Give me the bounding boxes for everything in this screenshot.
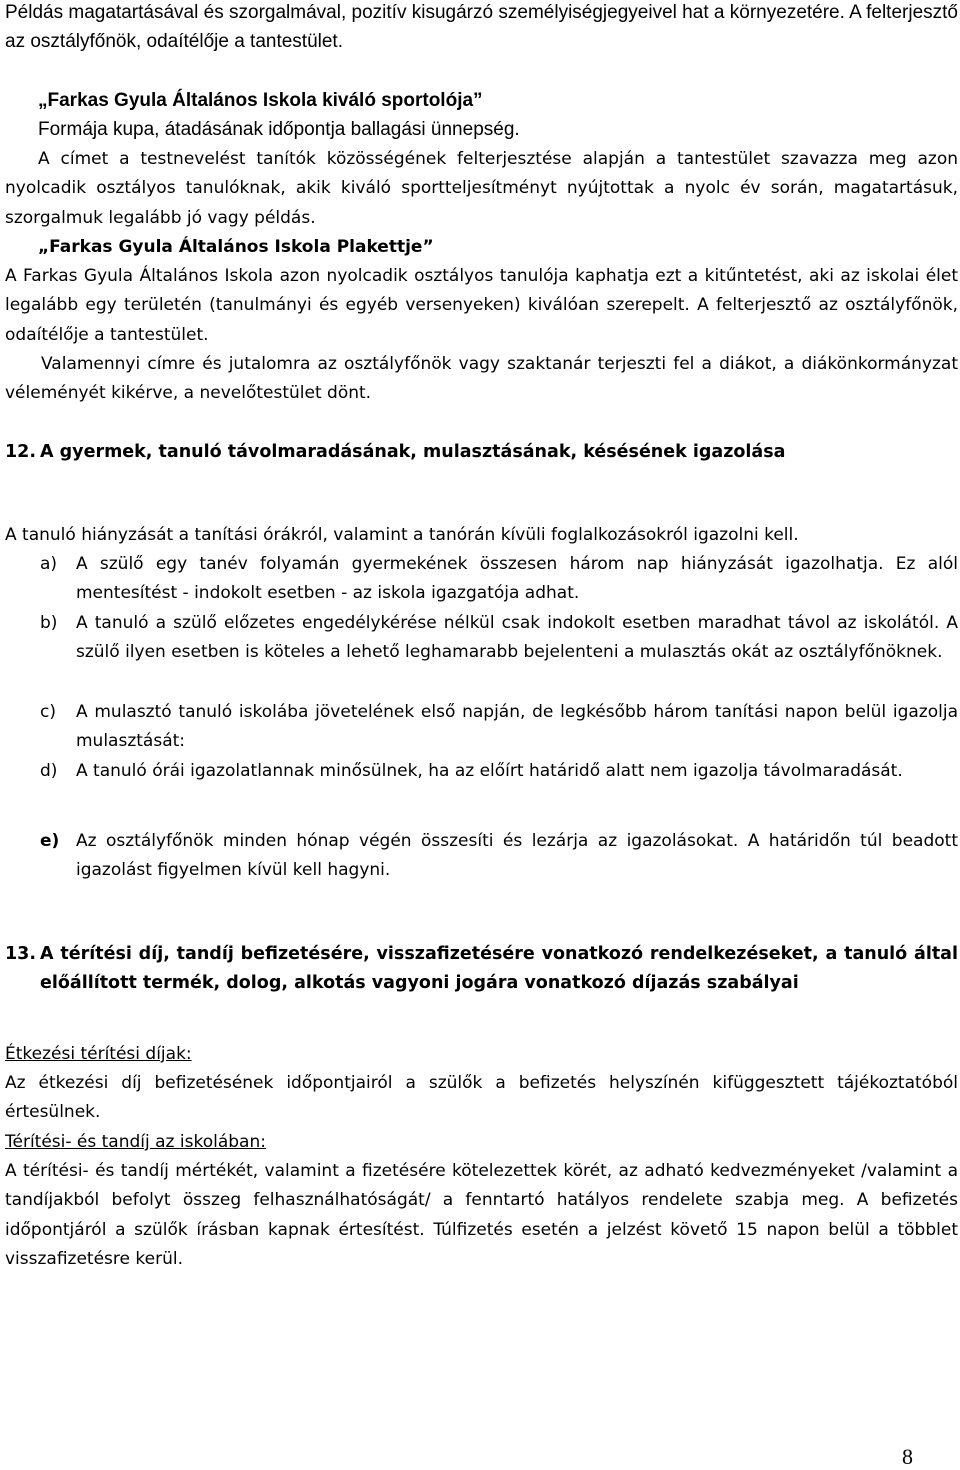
page-number: 8 (902, 1444, 913, 1469)
list-item-text: A mulasztó tanuló iskolába jövetelének első napján, de legkésőbb három tanítási napon belül igazolja mulasztását: (76, 702, 958, 752)
list-item-text: A tanuló a szülő előzetes engedélykérése nélkül csak indokolt esetben maradhat távol az iskolától. A szülő ilyen esetben is köteles a lehető leghamarabb bejelenteni a mulasztás okát az osztályfőnöknek. (76, 613, 958, 663)
meals-fees-body: Az étkezési díj befizetésének időpontjairól a szülők a befizetés helyszínén kifüggesztett tájékoztatóból értesülnek. (5, 1073, 958, 1123)
list-item-c (40, 698, 958, 757)
awards-note: Valamennyi címre és jutalomra az osztályfőnök vagy szaktanár terjeszti fel a diákot, a diákönkormányzat véleményét kikérve, a nevelőtestület dönt. (5, 354, 958, 404)
sport-award-body: A címet a testnevelést tanítók közösségének felterjesztése alapján a tantestület szavazza meg azon nyolcadik osztályos tanulóknak, akik kiváló sportteljesítményt nyújtottak a nyolc év során, magatartásuk, szorgalmuk legalább jó vagy példás. (5, 149, 958, 228)
list-item-b (40, 609, 958, 668)
sport-award-title: „Farkas Gyula Általános Iskola kiváló sportolója” (38, 90, 483, 111)
list-item-text: A szülő egy tanév folyamán gyermekének összesen három nap hiányzását igazolhatja. Ez alól mentesítést - indokolt esetben - az iskola igazgatója adhat. (76, 554, 958, 604)
list-item-d (40, 757, 958, 786)
sport-award-form: Formája kupa, átadásának időpontja ballagási ünnepség. (38, 119, 520, 140)
section-12-intro: A tanuló hiányzását a tanítási órákról, valamint a tanórán kívüli foglalkozásokról igazolni kell. (5, 525, 799, 545)
section-13-heading (5, 940, 958, 998)
plaque-award-title: „Farkas Gyula Általános Iskola Plakettje” (38, 237, 434, 257)
list-marker: e) (40, 831, 60, 851)
list-item-a (40, 550, 958, 609)
list-item-e (40, 827, 958, 886)
list-item-text: A tanuló órái igazolatlannak minősülnek, ha az előírt határidő alatt nem igazolja távolmaradását. (76, 761, 903, 781)
list-marker: d) (40, 761, 58, 781)
meals-fees-heading: Étkezési térítési díjak: (5, 1044, 192, 1064)
list-item-text: Az osztályfőnök minden hónap végén összesíti és lezárja az igazolásokat. A határidőn túl beadott igazolást figyelmen kívül kell hagyni. (76, 831, 958, 881)
tuition-fees-body: A térítési- és tandíj mértékét, valamint a fizetésére kötelezettek körét, az adható kedvezményeket /valamint a tandíjakból befolyt összeg felhasználhatóságát/ a fenntartó hatályos rendelete szabja meg. A befizetés időpontjáról a szülők írásban kapnak értesítést. Túlfizetés esetén a jelzést követő 15 napon belül a többlet visszafizetésre kerül. (5, 1161, 958, 1270)
section-13-number: 13. (5, 944, 37, 964)
section-12-heading (5, 438, 958, 467)
section-12-title: A gyermek, tanuló távolmaradásának, mulasztásának, késésének igazolása (40, 442, 786, 462)
plaque-award-body: A Farkas Gyula Általános Iskola azon nyolcadik osztályos tanulója kaphatja ezt a kitűntetést, aki az iskolai élet legalább egy területén (tanulmányi és egyéb versenyeken) kiválóan szerepelt. A felterjesztő az osztályfőnök, odaítélője a tantestület. (5, 266, 958, 345)
list-marker: b) (40, 613, 58, 633)
section-12-number: 12. (5, 442, 37, 462)
tuition-fees-heading: Térítési- és tandíj az iskolában: (5, 1132, 266, 1152)
list-marker: c) (40, 702, 56, 722)
section-13-title: A térítési díj, tandíj befizetésére, visszafizetésére vonatkozó rendelkezéseket, a tanuló által előállított termék, dolog, alkotás vagyoni jogára vonatkozó díjazás szabályai (40, 944, 958, 993)
list-marker: a) (40, 554, 58, 574)
intro-paragraph: Példás magatartásával és szorgalmával, pozitív kisugárzó személyiségjegyeivel hat a környezetére. A felterjesztő az osztályfőnök, odaítélője a tantestület. (5, 2, 958, 52)
